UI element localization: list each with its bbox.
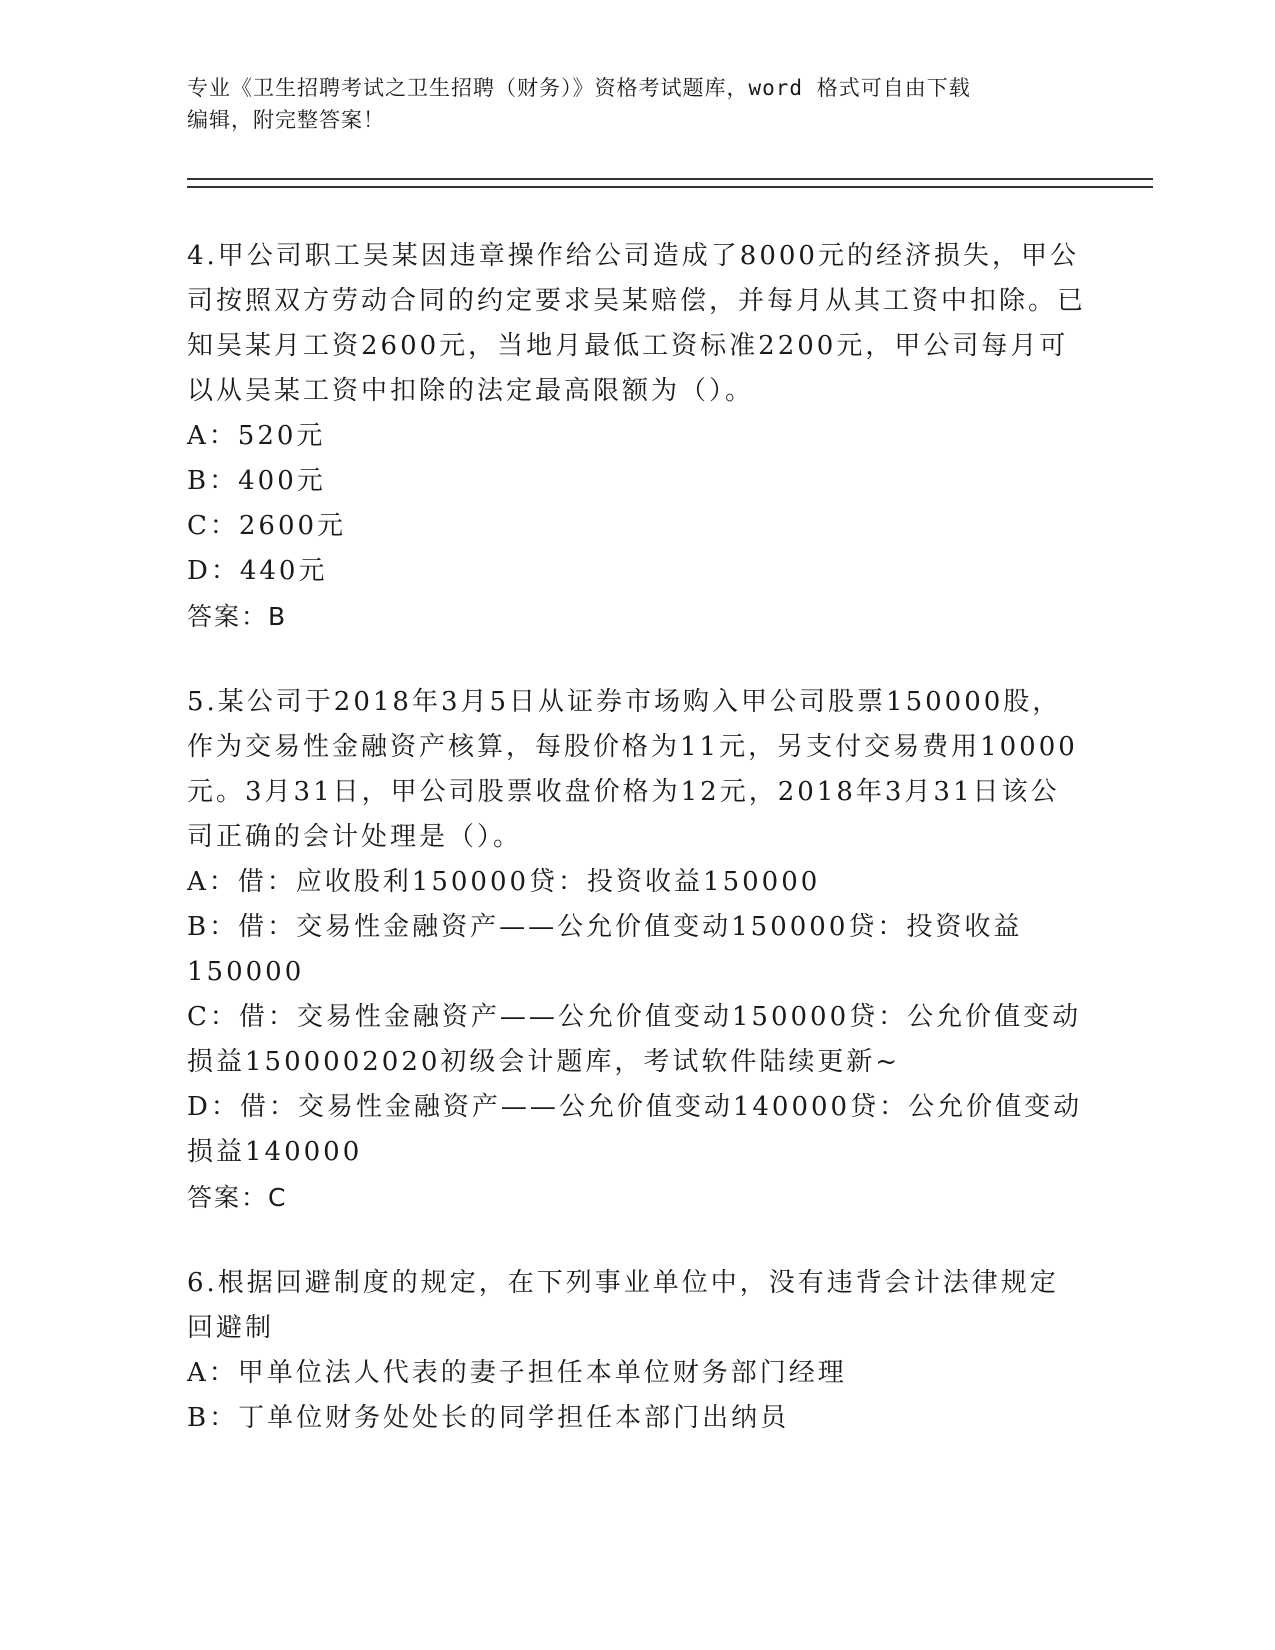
header-line-2: 编辑，附完整答案！	[187, 108, 385, 132]
option-a: A：甲单位法人代表的妻子担任本单位财务部门经理	[187, 1358, 847, 1388]
option-d: D：440元	[187, 556, 328, 586]
option-b: B：借：交易性金融资产——公允价值变动150000贷：投资收益150000	[187, 912, 1023, 987]
question-6	[187, 1261, 1087, 1441]
document-header	[187, 72, 1087, 136]
option-a: A：520元	[187, 421, 326, 451]
option-b: B：400元	[187, 466, 326, 496]
question-4	[187, 234, 1087, 639]
option-c: C：2600元	[187, 511, 347, 541]
question-list	[187, 234, 1087, 1482]
answer-label: 答案：C	[187, 1183, 288, 1212]
question-text: 6.根据回避制度的规定，在下列事业单位中，没有违背会计法律规定回避制	[187, 1268, 1059, 1343]
option-a: A：借：应收股利150000贷：投资收益150000	[187, 867, 821, 897]
option-b: B：丁单位财务处处长的同学担任本部门出纳员	[187, 1403, 790, 1433]
option-d: D：借：交易性金融资产——公允价值变动140000贷：公允价值变动损益140000	[187, 1092, 1083, 1167]
header-divider	[187, 178, 1153, 188]
question-text: 4.甲公司职工吴某因违章操作给公司造成了8000元的经济损失，甲公司按照双方劳动合同的约定要求吴某赔偿，并每月从其工资中扣除。已知吴某月工资2600元，当地月最低工资标准2200元，甲公司每月可以从吴某工资中扣除的法定最高限额为（）。	[187, 241, 1087, 406]
header-line-1: 专业《卫生招聘考试之卫生招聘（财务）》资格考试题库，word 格式可自由下载	[187, 76, 971, 100]
answer-label: 答案：B	[187, 602, 288, 631]
question-text: 5.某公司于2018年3月5日从证券市场购入甲公司股票150000股，作为交易性金融资产核算，每股价格为11元，另支付交易费用10000元。3月31日，甲公司股票收盘价格为12元，2018年3月31日该公司正确的会计处理是（）。	[187, 687, 1078, 852]
option-c: C：借：交易性金融资产——公允价值变动150000贷：公允价值变动损益1500002020初级会计题库，考试软件陆续更新~	[187, 1002, 1082, 1077]
question-5	[187, 680, 1087, 1220]
